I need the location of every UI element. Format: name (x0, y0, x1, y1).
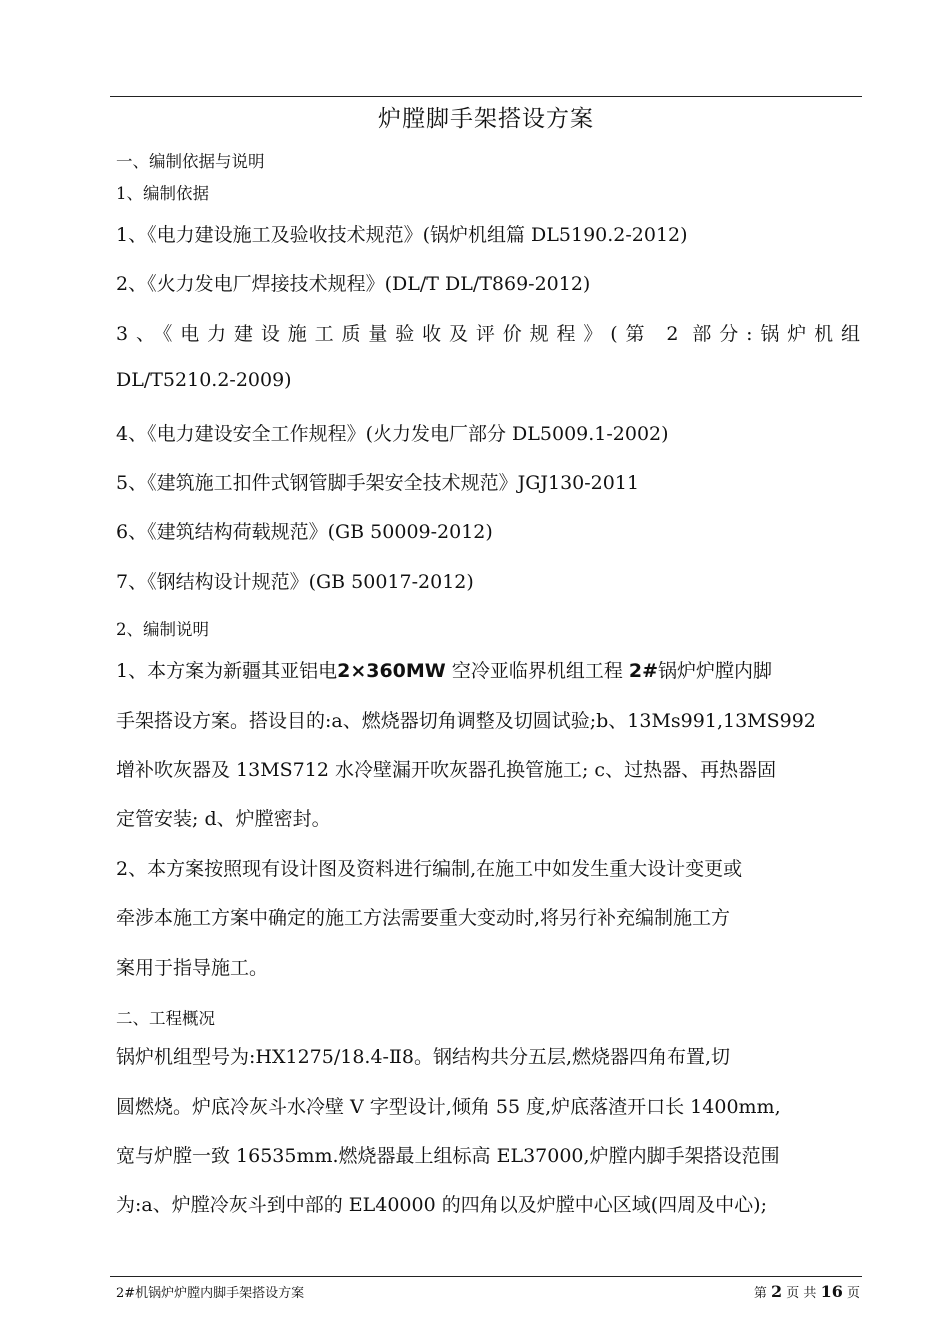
capacity-value: 2×360MW (337, 660, 446, 682)
overview-line-1: 锅炉机组型号为:HX1275/18.4-Ⅱ8。钢结构共分五层,燃烧器四角布置,切 (116, 1046, 731, 1068)
reference-item-3-cont: DL/T5210.2-2009) (116, 369, 292, 391)
note-1-line-2: 手架搭设方案。搭设目的:a、燃烧器切角调整及切圆试验;b、13Ms991,13MS992 (116, 710, 816, 732)
reference-item-3: 3、《电力建设施工质量验收及评价规程》(第 2 部分:锅炉机组 (116, 323, 860, 345)
reference-item-4: 4、《电力建设安全工作规程》(火力发电厂部分 DL5009.1-2002) (116, 423, 669, 445)
overview-line-3: 宽与炉膛一致 16535mm.燃烧器最上组标高 EL37000,炉膛内脚手架搭设范围 (116, 1145, 780, 1167)
page-number: 2 (771, 1282, 783, 1301)
subsection-heading-notes: 2、编制说明 (116, 620, 209, 639)
reference-item-2: 2、《火力发电厂焊接技术规程》(DL/T DL/T869-2012) (116, 273, 591, 295)
footer-rule (110, 1276, 862, 1277)
section-heading-basis: 一、编制依据与说明 (116, 152, 265, 171)
page-prefix: 第 (753, 1286, 767, 1301)
section-heading-overview: 二、工程概况 (116, 1009, 215, 1028)
note-1-line-1 (116, 656, 860, 683)
note-2-line-1: 2、本方案按照现有设计图及资料进行编制,在施工中如发生重大设计变更或 (116, 858, 743, 880)
overview-line-4: 为:a、炉膛冷灰斗到中部的 EL40000 的四角以及炉膛中心区域(四周及中心); (116, 1194, 767, 1216)
note-1-text-c: 空冷亚临界机组工程 (451, 660, 623, 682)
overview-line-2: 圆燃烧。炉底冷灰斗水冷壁 V 字型设计,倾角 55 度,炉底落渣开口长 1400mm, (116, 1096, 781, 1118)
unit-number: 2# (628, 660, 659, 682)
reference-item-5: 5、《建筑施工扣件式钢管脚手架安全技术规范》JGJ130-2011 (116, 472, 640, 494)
page-mid: 页 共 (786, 1286, 817, 1301)
note-1-line-4: 定管安装; d、炉膛密封。 (116, 808, 331, 830)
note-1-text-e: 锅炉炉膛内脚 (658, 660, 773, 682)
page-total: 16 (820, 1282, 843, 1301)
header-rule (110, 96, 862, 97)
reference-item-6: 6、《建筑结构荷载规范》(GB 50009-2012) (116, 521, 493, 543)
note-2-line-3: 案用于指导施工。 (116, 957, 269, 979)
document-title: 炉膛脚手架搭设方案 (378, 106, 594, 132)
subsection-heading-basis: 1、编制依据 (116, 184, 209, 203)
reference-item-7: 7、《钢结构设计规范》(GB 50017-2012) (116, 571, 474, 593)
page-indicator (754, 1282, 860, 1301)
note-2-line-2: 牵涉本施工方案中确定的施工方法需要重大变动时,将另行补充编制施工方 (116, 907, 731, 929)
page-suffix: 页 (846, 1286, 860, 1301)
reference-item-1: 1、《电力建设施工及验收技术规范》(锅炉机组篇 DL5190.2-2012) (116, 224, 688, 246)
footer-document-name: 2#机锅炉炉膛内脚手架搭设方案 (116, 1286, 305, 1301)
note-1-text-a: 1、本方案为新疆其亚铝电 (116, 660, 338, 682)
note-1-line-3: 增补吹灰器及 13MS712 水冷壁漏开吹灰器孔换管施工; c、过热器、再热器固 (116, 759, 777, 781)
